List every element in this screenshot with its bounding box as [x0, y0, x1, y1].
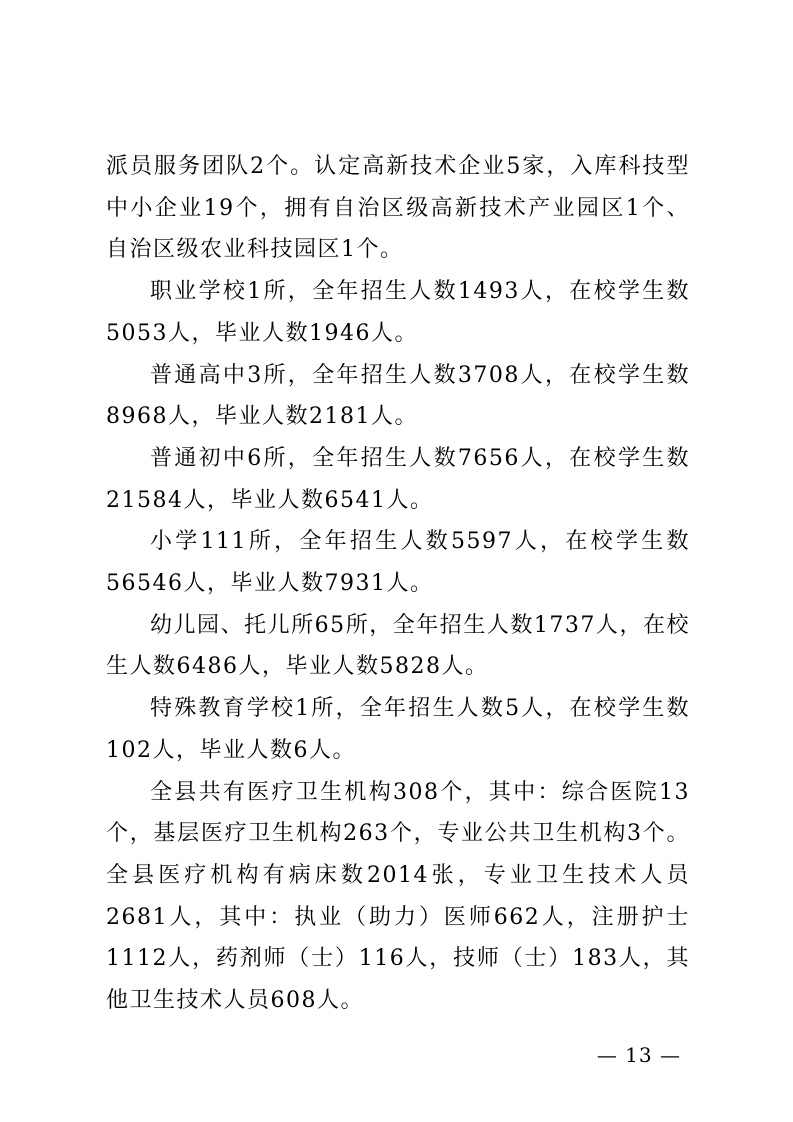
paragraph-special-education: 特殊教育学校1所，全年招生人数5人，在校学生数102人，毕业人数6人。 — [106, 696, 690, 763]
paragraph-middle-school: 普通初中6所，全年招生人数7656人，在校学生数21584人，毕业人数6541人。 — [106, 445, 690, 513]
paragraph-primary-school: 小学111所，全年招生人数5597人，在校学生数56546人，毕业人数7931人。 — [106, 529, 690, 597]
paragraph-continuation: 派员服务团队2个。认定高新技术企业5家，入库科技型中小企业19个，拥有自治区级高新技术产业园区1个、自治区级农业科技园区1个。 — [106, 154, 690, 263]
page-number: — 13 — — [596, 1043, 681, 1067]
paragraph-vocational-school: 职业学校1所，全年招生人数1493人，在校学生数5053人，毕业人数1946人。 — [106, 279, 690, 346]
paragraph-high-school: 普通高中3所，全年招生人数3708人，在校学生数8968人，毕业人数2181人。 — [106, 362, 690, 430]
paragraph-kindergarten: 幼儿园、托儿所65所，全年招生人数1737人，在校生人数6486人，毕业人数5828人。 — [106, 612, 690, 680]
document-body — [106, 146, 690, 1022]
paragraph-medical-institutions: 全县共有医疗卫生机构308个，其中：综合医院13个，基层医疗卫生机构263个，专业公共卫生机构3个。全县医疗机构有病床数2014张，专业卫生技术人员2681人，其中：执业（助力）医师662人，注册护士1112人，药剂师（士）116人，技师（士）183人，其他卫生技术人员608人。 — [106, 779, 690, 1014]
